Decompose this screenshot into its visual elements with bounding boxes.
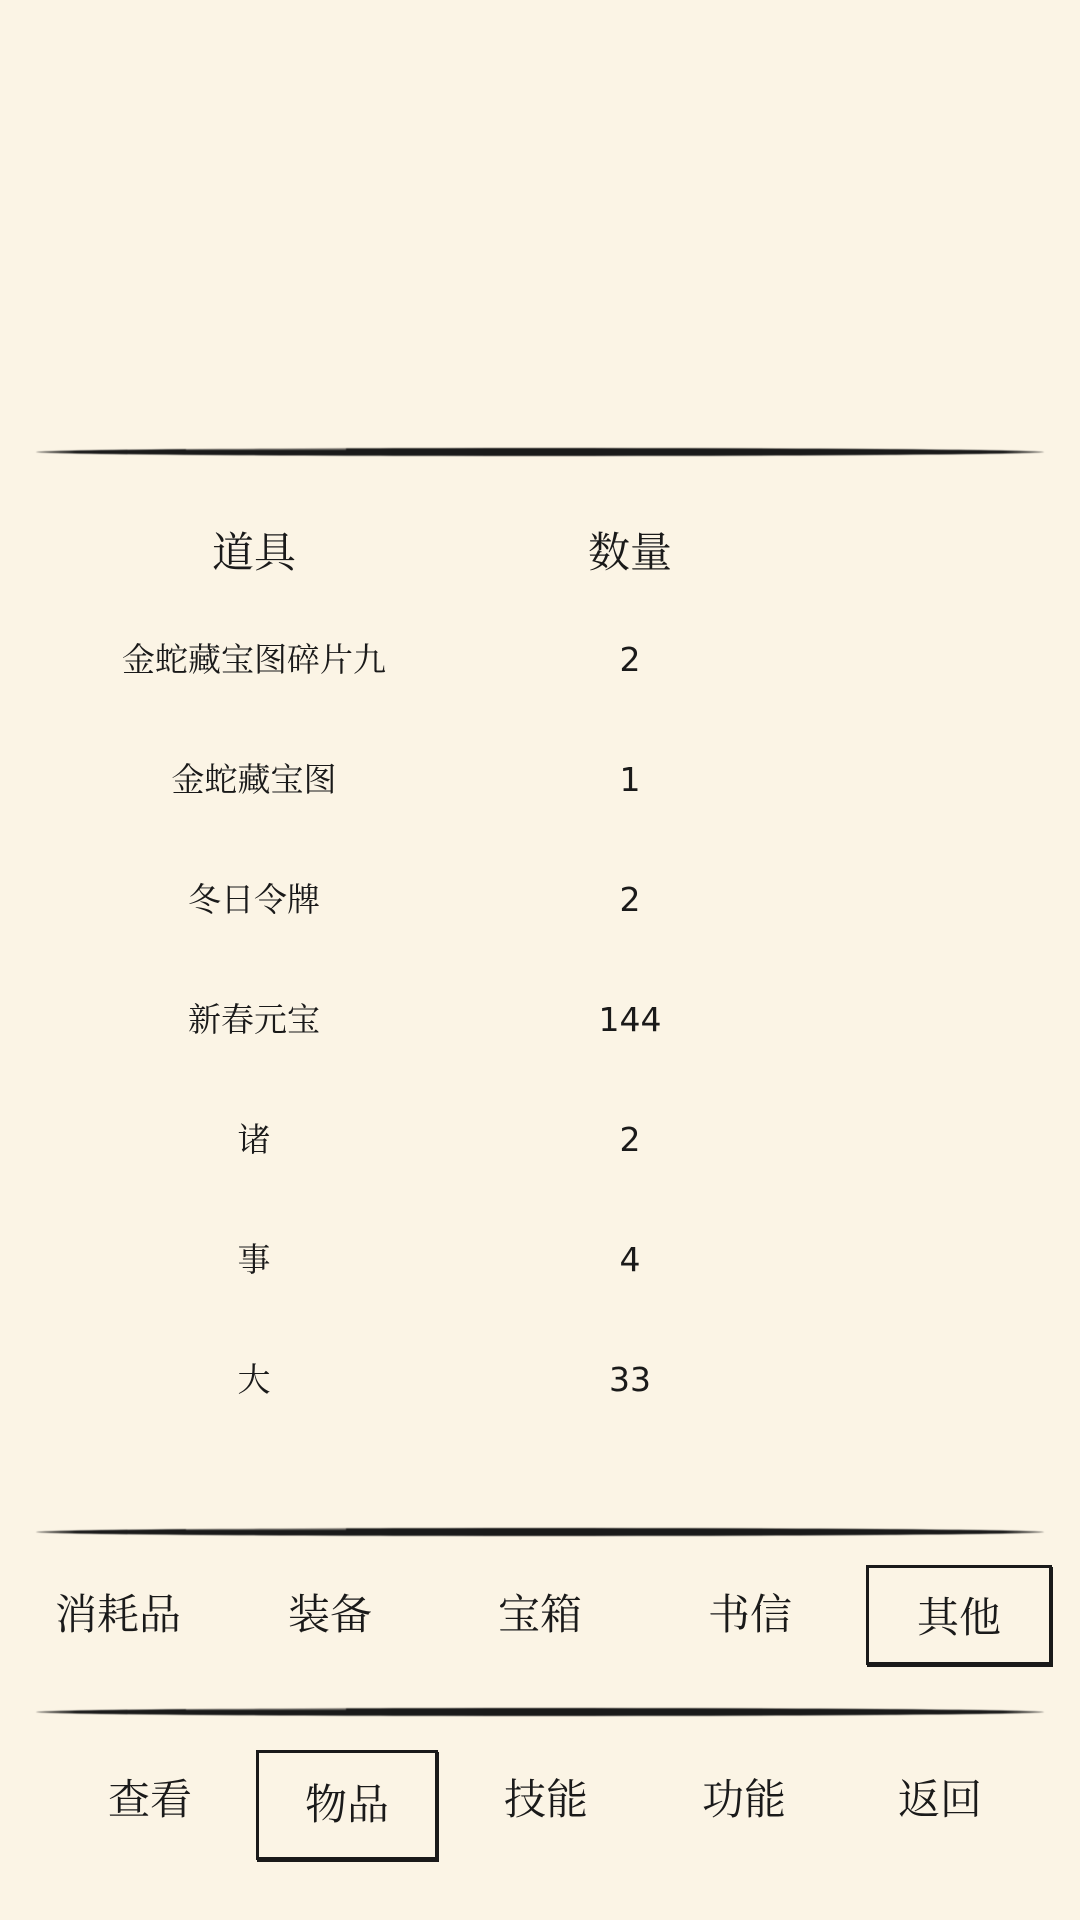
- main-menu-bar: [0, 1750, 1080, 1860]
- divider-middle: [36, 1528, 1044, 1536]
- divider-top: [36, 448, 1044, 456]
- table-row[interactable]: [0, 740, 1080, 860]
- item-name: 新春元宝: [188, 1000, 320, 1039]
- item-quantity: 2: [619, 640, 641, 679]
- item-name: 金蛇藏宝图: [171, 760, 337, 799]
- tab-letters[interactable]: 书信: [707, 1590, 792, 1639]
- item-quantity: 4: [619, 1240, 641, 1279]
- table-header: [0, 520, 1080, 580]
- item-quantity: 144: [598, 1000, 662, 1039]
- table-row[interactable]: [0, 1100, 1080, 1220]
- item-quantity: 33: [609, 1360, 651, 1398]
- table-row[interactable]: [0, 620, 1080, 740]
- item-name: 诸: [237, 1120, 271, 1159]
- menu-view[interactable]: 查看: [107, 1775, 192, 1824]
- menu-items[interactable]: 物品: [256, 1750, 438, 1860]
- item-name: 大: [237, 1360, 271, 1398]
- item-name: 事: [237, 1240, 271, 1279]
- item-quantity: 2: [619, 880, 641, 919]
- item-quantity: 1: [619, 760, 641, 799]
- tab-treasure-chests[interactable]: 宝箱: [497, 1590, 582, 1639]
- header-quantity: 数量: [587, 528, 672, 577]
- table-row[interactable]: [0, 1220, 1080, 1340]
- inventory-table[interactable]: [0, 470, 1080, 1398]
- divider-bottom: [36, 1708, 1044, 1716]
- header-item-name: 道具: [211, 528, 296, 577]
- menu-back[interactable]: 返回: [897, 1775, 982, 1824]
- tab-equipment[interactable]: 装备: [287, 1590, 372, 1639]
- item-quantity: 2: [619, 1120, 641, 1159]
- item-name: 冬日令牌: [188, 880, 320, 919]
- table-row[interactable]: [0, 860, 1080, 980]
- category-tab-bar: [0, 1565, 1080, 1675]
- item-name: 金蛇藏宝图碎片九: [122, 640, 386, 679]
- tab-consumables[interactable]: 消耗品: [54, 1590, 181, 1639]
- inventory-rows: [0, 620, 1080, 1398]
- menu-skills[interactable]: 技能: [503, 1775, 588, 1824]
- tab-other[interactable]: 其他: [866, 1565, 1052, 1665]
- empty-display-area: [0, 0, 1080, 440]
- table-row[interactable]: [0, 1340, 1080, 1398]
- menu-functions[interactable]: 功能: [701, 1775, 786, 1824]
- table-row[interactable]: [0, 980, 1080, 1100]
